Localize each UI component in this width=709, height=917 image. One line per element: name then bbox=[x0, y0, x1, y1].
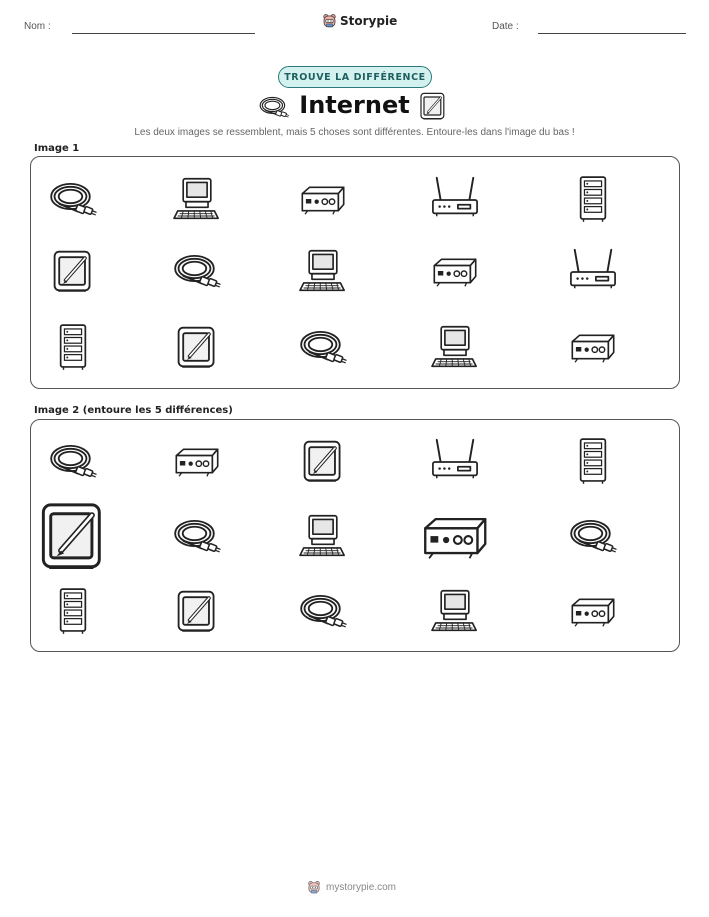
cable-icon[interactable] bbox=[566, 515, 620, 557]
computer-icon bbox=[172, 176, 222, 222]
image1-panel bbox=[30, 156, 680, 389]
name-label: Nom : bbox=[24, 21, 51, 32]
computer-icon[interactable] bbox=[298, 513, 348, 559]
computer-icon[interactable] bbox=[430, 588, 480, 634]
router-icon bbox=[566, 247, 620, 295]
modem-icon[interactable] bbox=[419, 510, 492, 562]
computer-icon bbox=[430, 324, 480, 370]
image1-label: Image 1 bbox=[34, 143, 80, 154]
cable-icon[interactable] bbox=[296, 590, 350, 632]
footer bbox=[307, 880, 396, 895]
storypie-logo-icon bbox=[307, 880, 321, 895]
activity-badge: TROUVE LA DIFFÉRENCE bbox=[278, 66, 432, 88]
page-title: Internet bbox=[299, 91, 410, 119]
date-field[interactable] bbox=[538, 33, 686, 34]
modem-icon[interactable] bbox=[172, 443, 222, 479]
cable-icon bbox=[170, 250, 224, 292]
modem-icon bbox=[568, 329, 618, 365]
modem-icon[interactable] bbox=[568, 593, 618, 629]
storypie-brand bbox=[322, 13, 397, 29]
brand-name: Storypie bbox=[340, 14, 398, 28]
cable-icon bbox=[296, 326, 350, 368]
instructions: Les deux images se ressemblent, mais 5 choses sont différentes. Entoure-les dans l'image du bas ! bbox=[134, 127, 575, 138]
graphics-tablet-icon bbox=[50, 248, 96, 294]
title-right-icon bbox=[418, 91, 448, 121]
server-icon bbox=[54, 323, 92, 371]
footer-url: mystorypie.com bbox=[326, 882, 397, 893]
computer-icon bbox=[298, 248, 348, 294]
modem-icon bbox=[430, 253, 480, 289]
server-icon[interactable] bbox=[54, 587, 92, 635]
cable-icon bbox=[46, 178, 100, 220]
date-label: Date : bbox=[492, 21, 519, 32]
modem-icon bbox=[298, 181, 348, 217]
graphics-tablet-icon[interactable] bbox=[174, 588, 220, 634]
router-icon bbox=[428, 175, 482, 223]
server-icon[interactable] bbox=[574, 437, 612, 485]
name-field[interactable] bbox=[72, 33, 255, 34]
server-icon bbox=[574, 175, 612, 223]
router-icon[interactable] bbox=[428, 437, 482, 485]
image2-panel[interactable] bbox=[30, 419, 680, 652]
cable-icon[interactable] bbox=[170, 515, 224, 557]
cable-icon[interactable] bbox=[46, 440, 100, 482]
storypie-logo-icon bbox=[322, 13, 337, 29]
graphics-tablet-icon[interactable] bbox=[300, 438, 346, 484]
image2-label: Image 2 (entoure les 5 différences) bbox=[34, 405, 233, 416]
graphics-tablet-icon bbox=[174, 324, 220, 370]
graphics-tablet-icon[interactable] bbox=[36, 499, 110, 573]
